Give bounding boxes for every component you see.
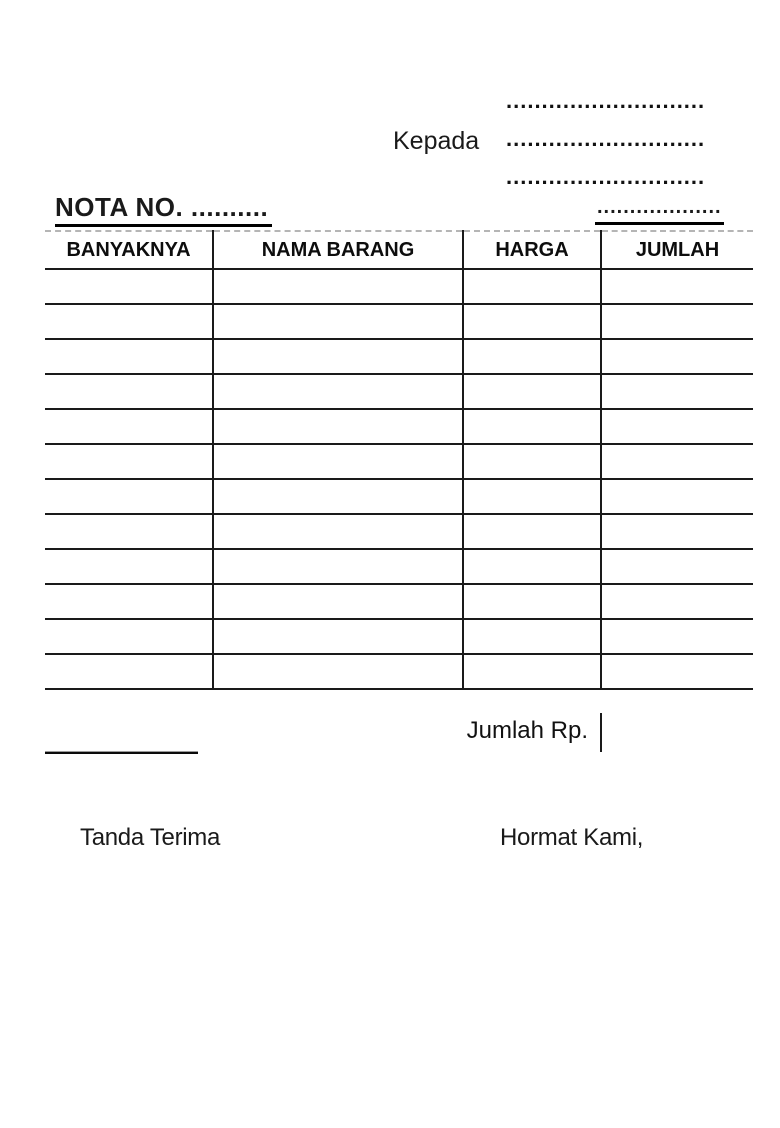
table-cell[interactable] xyxy=(463,374,601,409)
table-row xyxy=(45,339,753,374)
table-cell[interactable] xyxy=(463,479,601,514)
total-value-cell[interactable] xyxy=(604,715,752,751)
items-table-body xyxy=(45,269,753,689)
recipient-line-1[interactable]: ............................ xyxy=(506,88,706,113)
table-cell[interactable] xyxy=(463,339,601,374)
table-cell[interactable] xyxy=(463,619,601,654)
table-row xyxy=(45,444,753,479)
table-cell[interactable] xyxy=(45,444,213,479)
table-cell[interactable] xyxy=(45,269,213,304)
table-cell[interactable] xyxy=(601,619,753,654)
table-cell[interactable] xyxy=(213,409,463,444)
table-cell[interactable] xyxy=(463,514,601,549)
table-cell[interactable] xyxy=(45,479,213,514)
table-row xyxy=(45,479,753,514)
table-cell[interactable] xyxy=(45,339,213,374)
table-cell[interactable] xyxy=(213,549,463,584)
table-row xyxy=(45,619,753,654)
total-label: Jumlah Rp. xyxy=(466,717,588,744)
table-cell[interactable] xyxy=(463,654,601,689)
table-header-row xyxy=(45,231,753,269)
table-cell[interactable] xyxy=(463,584,601,619)
table-cell[interactable] xyxy=(601,269,753,304)
column-header-nama-barang: NAMA BARANG xyxy=(213,231,463,269)
table-row xyxy=(45,409,753,444)
table-cell[interactable] xyxy=(213,444,463,479)
table-cell[interactable] xyxy=(45,514,213,549)
table-cell[interactable] xyxy=(463,549,601,584)
signature-label-hormat-kami: Hormat Kami, xyxy=(500,824,644,851)
total-column-divider xyxy=(600,713,602,752)
table-cell[interactable] xyxy=(601,444,753,479)
recipient-line-2[interactable]: ............................ xyxy=(506,126,706,151)
table-cell[interactable] xyxy=(213,514,463,549)
items-table xyxy=(45,230,753,690)
table-cell[interactable] xyxy=(45,654,213,689)
column-header-harga: HARGA xyxy=(463,231,601,269)
table-row xyxy=(45,374,753,409)
table-cell[interactable] xyxy=(601,584,753,619)
table-cell[interactable] xyxy=(45,619,213,654)
table-cell[interactable] xyxy=(45,374,213,409)
recipient-label: Kepada xyxy=(393,127,480,155)
table-row xyxy=(45,549,753,584)
table-cell[interactable] xyxy=(463,444,601,479)
table-cell[interactable] xyxy=(213,619,463,654)
signature-label-tanda-terima: Tanda Terima xyxy=(80,824,221,851)
table-cell[interactable] xyxy=(601,654,753,689)
table-row xyxy=(45,654,753,689)
table-cell[interactable] xyxy=(601,514,753,549)
table-row xyxy=(45,304,753,339)
table-cell[interactable] xyxy=(213,304,463,339)
table-cell[interactable] xyxy=(213,479,463,514)
receiver-signature-line xyxy=(45,751,198,754)
column-header-banyaknya: BANYAKNYA xyxy=(45,231,213,269)
table-cell[interactable] xyxy=(45,304,213,339)
table-row xyxy=(45,269,753,304)
table-cell[interactable] xyxy=(601,304,753,339)
table-cell[interactable] xyxy=(213,339,463,374)
recipient-line-3[interactable]: ............................ xyxy=(506,164,706,189)
table-cell[interactable] xyxy=(45,584,213,619)
table-cell[interactable] xyxy=(601,374,753,409)
table-cell[interactable] xyxy=(213,584,463,619)
nota-number-label[interactable]: NOTA NO. .......... xyxy=(55,192,272,227)
table-cell[interactable] xyxy=(463,304,601,339)
column-header-jumlah: JUMLAH xyxy=(601,231,753,269)
table-row xyxy=(45,584,753,619)
table-cell[interactable] xyxy=(601,479,753,514)
table-cell[interactable] xyxy=(463,409,601,444)
nota-date-line[interactable]: ................... xyxy=(595,196,724,225)
table-cell[interactable] xyxy=(213,654,463,689)
table-cell[interactable] xyxy=(601,339,753,374)
table-row xyxy=(45,514,753,549)
table-cell[interactable] xyxy=(463,269,601,304)
table-cell[interactable] xyxy=(45,549,213,584)
table-cell[interactable] xyxy=(601,409,753,444)
table-cell[interactable] xyxy=(213,374,463,409)
table-cell[interactable] xyxy=(45,409,213,444)
table-cell[interactable] xyxy=(213,269,463,304)
table-cell[interactable] xyxy=(601,549,753,584)
